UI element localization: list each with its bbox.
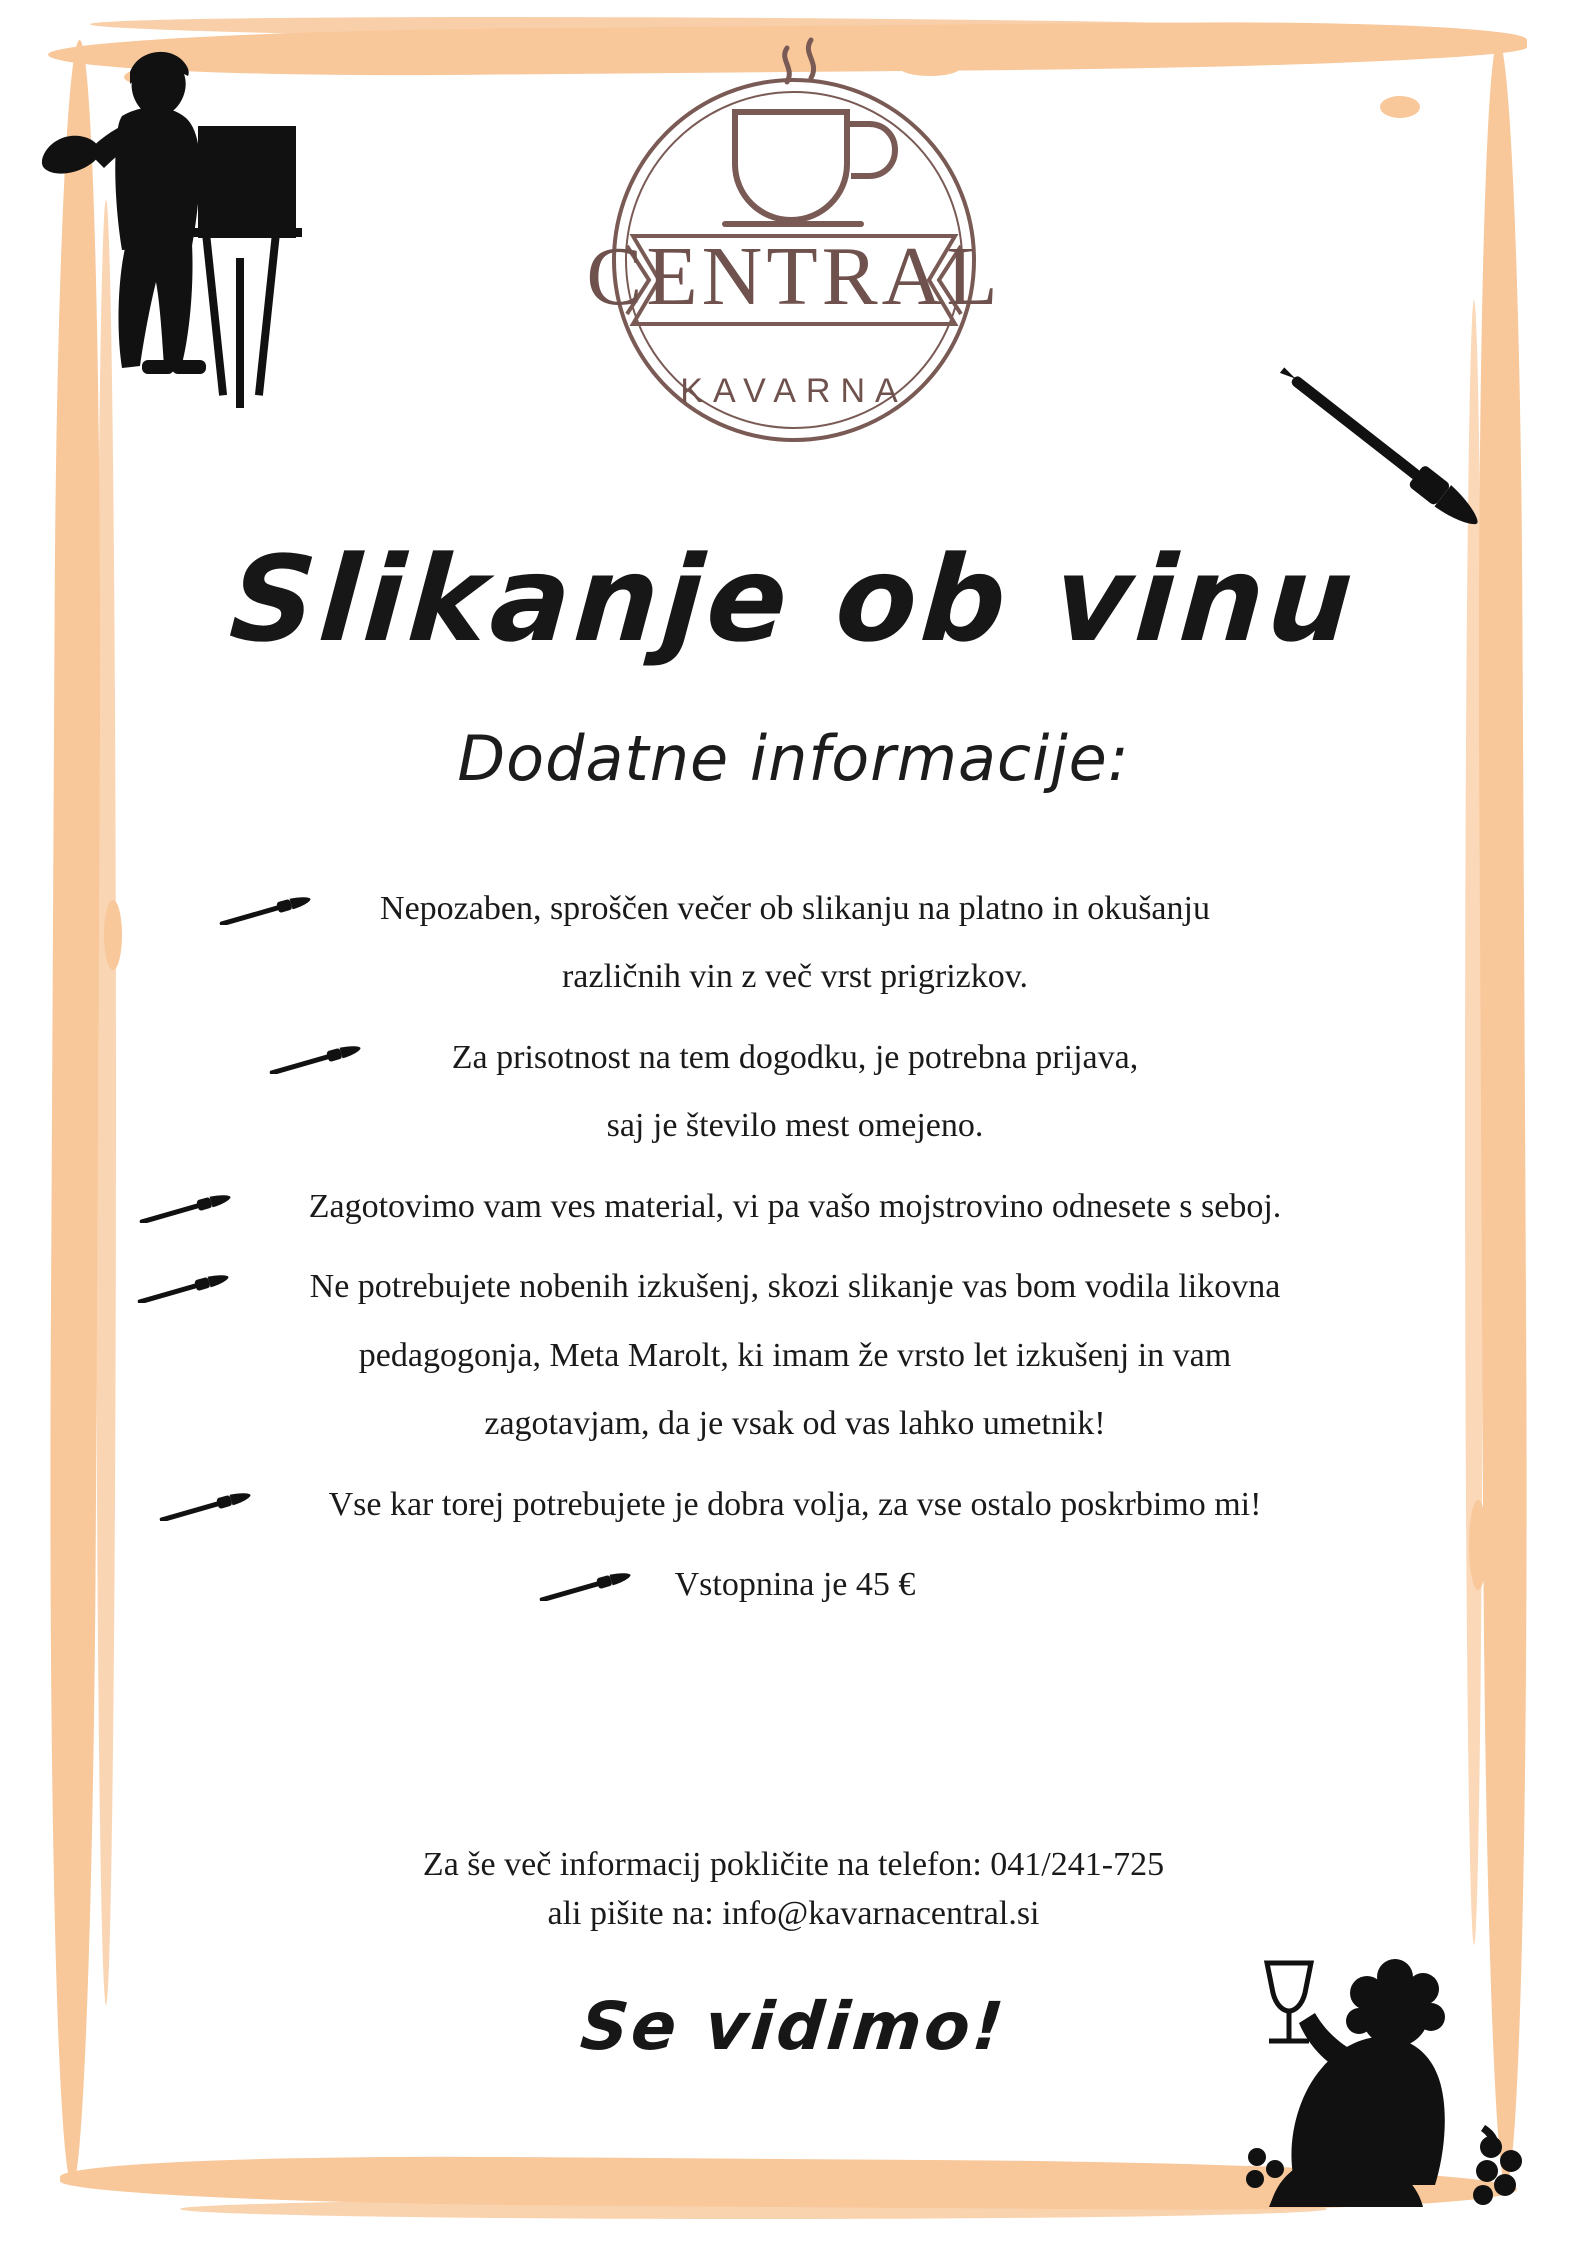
border-speck <box>430 2169 500 2185</box>
contact-phone-line: Za še več informacij pokličite na telefon: 041/241-725 <box>422 1846 1165 1883</box>
bullet-line <box>150 1476 1440 1534</box>
bullet-line <box>150 1327 1440 1385</box>
bullet-line <box>150 880 1440 938</box>
bullet-text: Nepozaben, sproščen večer ob slikanju na platno in okušanju <box>380 890 1210 927</box>
border-speck <box>1469 1500 1487 1590</box>
bullet-line <box>150 1258 1440 1316</box>
page-title: Slikanje ob vinu <box>225 530 1362 668</box>
bullet-text: zagotavjam, da je vsak od vas lahko umetnik! <box>484 1405 1106 1443</box>
bullet-text: Zagotovimo vam ves material, vi pa vašo mojstrovino odnesete s seboj. <box>308 1187 1282 1225</box>
border-band-bottom-accent <box>180 2199 1327 2219</box>
bullet-text: pedagogonja, Meta Marolt, ki imam že vrsto let izkušenj in vam <box>358 1336 1232 1374</box>
logo-subtitle-text: KAVARNA <box>679 372 908 410</box>
bullet-line <box>150 1029 1440 1087</box>
brush-bullet-icon <box>210 886 320 914</box>
contact-email-line: ali pišite na: info@kavarnacentral.si <box>547 1895 1040 1933</box>
bullet-text: različnih vin z več vrst prigrizkov. <box>561 958 1029 996</box>
border-speck <box>1380 96 1420 118</box>
brush-bullet-icon <box>150 1482 260 1510</box>
brush-bullet-icon <box>530 1562 640 1590</box>
bullet-text: Vse kar torej potrebujete je dobra volja, za vse ostalo poskrbimo mi! <box>328 1485 1262 1523</box>
price-text: Vstopnina je 45 € <box>674 1566 916 1604</box>
logo-brand-text: CENTRAL <box>585 230 1002 323</box>
border-speck <box>104 900 122 970</box>
bullet-line <box>150 948 1440 1006</box>
page-subtitle: Dodatne informacije: <box>457 722 1130 795</box>
brush-bullet-icon <box>128 1264 238 1292</box>
brush-bullet-icon <box>260 1035 370 1063</box>
painter-silhouette-illustration <box>30 28 430 448</box>
central-kavarna-logo <box>529 20 1059 490</box>
bacchus-wine-illustration <box>1199 1885 1529 2215</box>
bullet-line <box>150 1097 1440 1155</box>
bullet-text: saj je število mest omejeno. <box>606 1107 984 1145</box>
border-band-left-accent <box>96 200 116 2005</box>
bullet-line <box>150 1178 1440 1236</box>
bullet-line <box>150 1395 1440 1453</box>
bullet-text: Za prisotnost na tem dogodku, je potrebna prijava, <box>451 1038 1139 1076</box>
brush-bullet-icon <box>130 1184 240 1212</box>
bullet-text: Ne potrebujete nobenih izkušenj, skozi slikanje vas bom vodila likovna <box>309 1268 1281 1306</box>
price-line <box>150 1556 1440 1614</box>
poster-body-text <box>150 880 1440 1625</box>
signoff-text: Se vidimo! <box>577 1988 1010 2065</box>
